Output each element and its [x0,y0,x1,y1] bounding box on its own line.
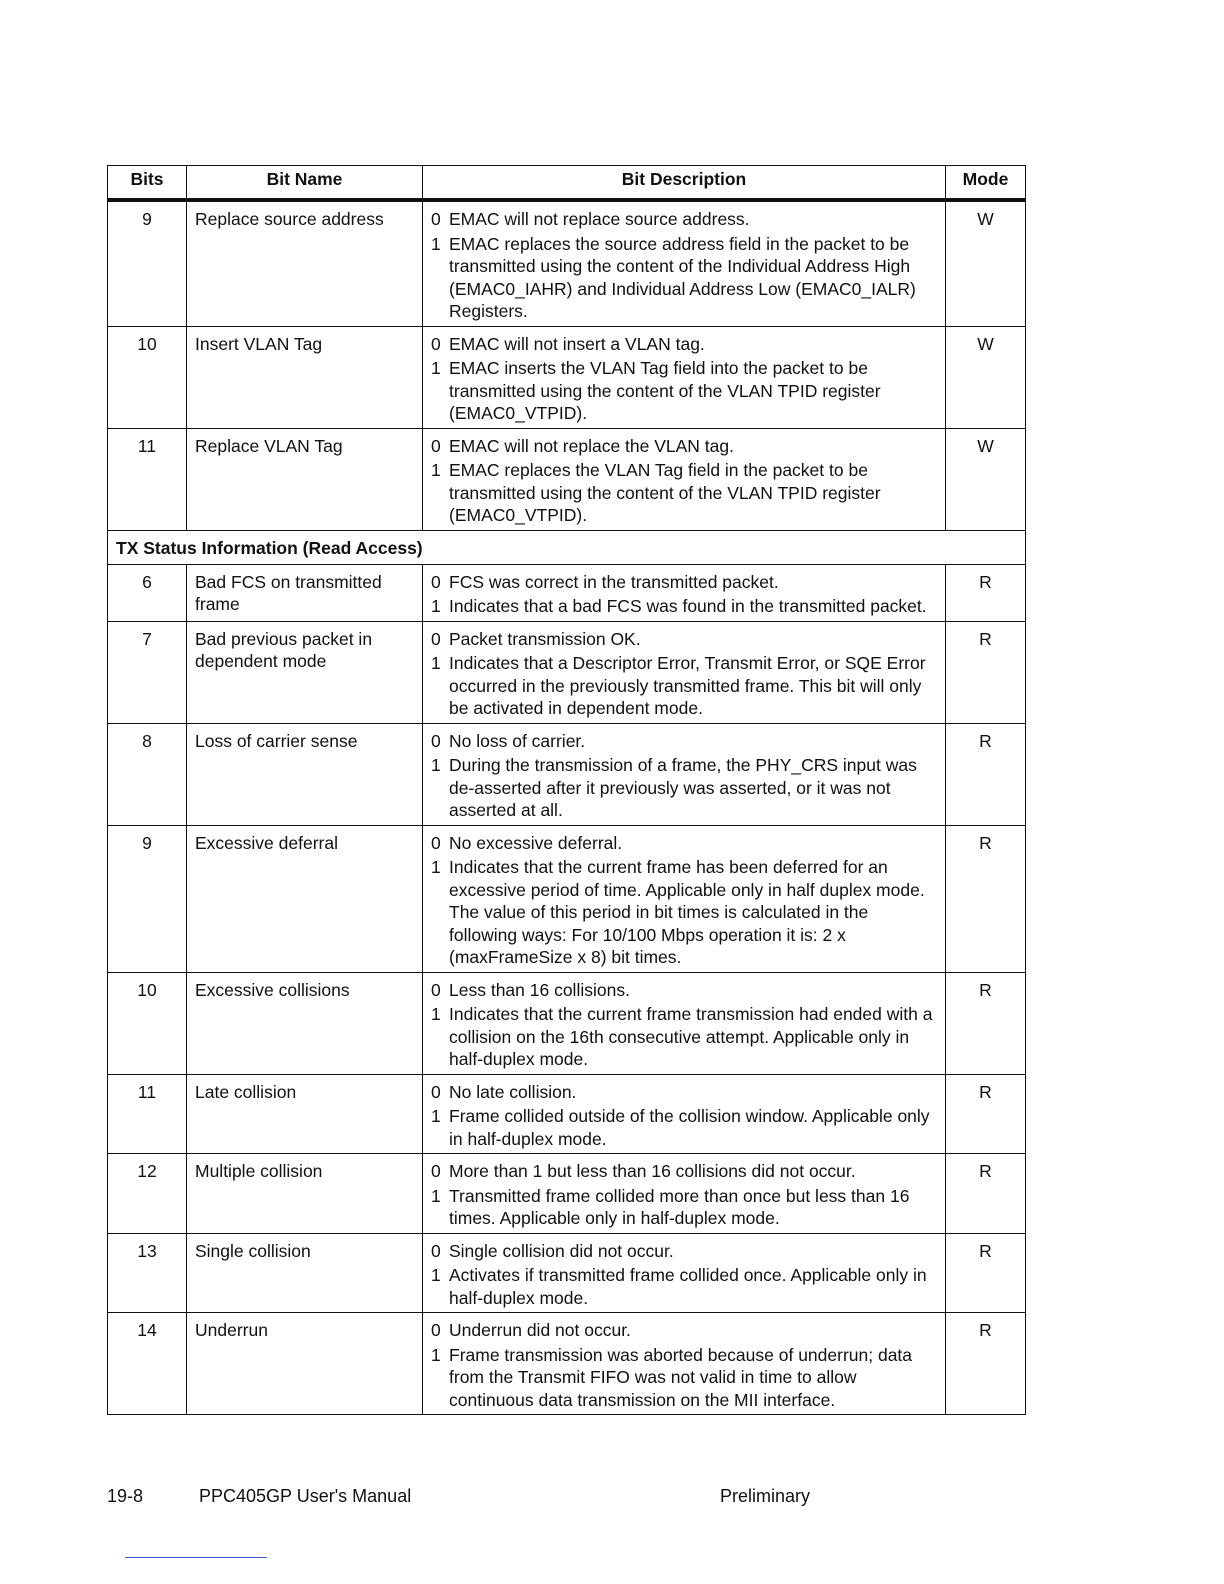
bit-name: Replace source address [187,200,423,326]
header-mode: Mode [946,166,1026,201]
description-item [431,357,937,425]
bit-name: Insert VLAN Tag [187,326,423,428]
bit-description [423,723,946,825]
value-code: 1 [431,596,441,616]
bit-name: Loss of carrier sense [187,723,423,825]
value-text: EMAC will not replace source address. [449,209,750,229]
value-text: Indicates that the current frame has been deferred for an excessive period of time. Applicable only in half duplex mode. The value of this period in bit times is calculated in the following ways: For 10/100 Mbps operation it is: 2 x (maxFrameSize x 8) bit times. [449,857,925,967]
table-body [108,200,1026,1415]
value-code: 0 [431,1320,441,1340]
bit-number: 14 [108,1313,187,1415]
value-text: Activates if transmitted frame collided once. Applicable only in half-duplex mode. [449,1265,927,1308]
bit-name: Single collision [187,1233,423,1313]
value-code: 0 [431,1161,441,1181]
footer-manual-title: PPC405GP User's Manual [199,1486,412,1506]
value-text: EMAC replaces the VLAN Tag field in the packet to be transmitted using the content of the VLAN TPID register (EMAC0_VTPID). [449,460,881,525]
description-item [431,1185,937,1230]
table-row [108,972,1026,1074]
table-row [108,1233,1026,1313]
description-item [431,1003,937,1071]
value-code: 1 [431,460,441,480]
value-text: Indicates that the current frame transmission had ended with a collision on the 16th consecutive attempt. Applicable only in half-duplex mode. [449,1004,933,1069]
value-text: Indicates that a bad FCS was found in the transmitted packet. [449,596,927,616]
value-code: 1 [431,857,441,877]
value-code: 0 [431,1081,441,1102]
table-row [108,825,1026,972]
footer-status: Preliminary [720,1486,811,1506]
bit-mode: W [946,200,1026,326]
bit-number: 6 [108,564,187,621]
bit-mode: R [946,1154,1026,1234]
value-text: Indicates that a Descriptor Error, Transmit Error, or SQE Error occurred in the previously transmitted frame. This bit will only be activated in dependent mode. [449,653,926,718]
table-row [108,1154,1026,1234]
description-item [431,1160,937,1183]
value-code: 1 [431,1265,441,1285]
value-code: 1 [431,1344,441,1365]
description-item [431,856,937,969]
bit-mode: R [946,621,1026,723]
bit-description [423,1233,946,1313]
description-item [431,832,937,855]
description-item [431,233,937,323]
value-text: No excessive deferral. [449,832,623,853]
register-bit-table [107,165,1026,1415]
bit-description [423,972,946,1074]
description-item [431,333,937,356]
bit-number: 7 [108,621,187,723]
value-code: 0 [431,209,441,229]
bit-name: Multiple collision [187,1154,423,1234]
bit-number: 12 [108,1154,187,1234]
description-item [431,754,937,822]
description-item [431,730,937,753]
value-text: More than 1 but less than 16 collisions did not occur. [449,1161,856,1181]
description-item [431,435,937,458]
bit-name: Underrun [187,1313,423,1415]
value-code: 1 [431,1106,441,1126]
bit-description [423,326,946,428]
value-text: Underrun did not occur. [449,1320,631,1340]
bit-name: Bad previous packet in dependent mode [187,621,423,723]
value-text: Frame transmission was aborted because of underrun; data from the Transmit FIFO was not valid in time to allow continuous data transmission on the MII interface. [449,1344,913,1410]
bit-name: Excessive deferral [187,825,423,972]
bit-description [423,621,946,723]
description-item [431,1081,937,1104]
value-text: No loss of carrier. [449,730,586,751]
header-bit-name: Bit Name [187,166,423,201]
bit-number: 8 [108,723,187,825]
bit-number: 13 [108,1233,187,1313]
table-row [108,1313,1026,1415]
bit-name: Bad FCS on transmitted frame [187,564,423,621]
value-code: 1 [431,1185,441,1206]
value-code: 0 [431,435,441,456]
bit-number: 9 [108,825,187,972]
table-row [108,564,1026,621]
table-row [108,326,1026,428]
description-item [431,979,937,1002]
value-text: Transmitted frame collided more than once but less than 16 times. Applicable only in half-duplex mode. [449,1185,910,1228]
value-code: 0 [431,832,441,853]
bit-mode: R [946,1233,1026,1313]
value-code: 0 [431,979,441,1000]
description-item [431,1319,937,1342]
value-code: 0 [431,1240,441,1261]
value-text: During the transmission of a frame, the PHY_CRS input was de-asserted after it previously was asserted, or it was not asserted at all. [449,755,917,820]
value-code: 1 [431,653,441,673]
value-code: 1 [431,233,441,254]
bit-description [423,428,946,530]
bit-description [423,200,946,326]
bit-name: Replace VLAN Tag [187,428,423,530]
bit-number: 11 [108,1074,187,1154]
bit-mode: R [946,723,1026,825]
bit-mode: W [946,326,1026,428]
bit-description [423,1154,946,1234]
value-text: Single collision did not occur. [449,1240,674,1261]
description-item [431,1264,937,1309]
bit-number: 10 [108,326,187,428]
bit-mode: R [946,1074,1026,1154]
table-row [108,621,1026,723]
description-item [431,1240,937,1263]
bit-number: 11 [108,428,187,530]
value-code: 1 [431,358,441,378]
table-row [108,200,1026,326]
bit-mode: W [946,428,1026,530]
description-item [431,595,937,618]
value-text: Less than 16 collisions. [449,979,630,1000]
value-text: Frame collided outside of the collision window. Applicable only in half-duplex mode. [449,1106,930,1149]
description-item [431,1344,937,1412]
value-text: EMAC replaces the source address field in the packet to be transmitted using the content of the Individual Address High (EMAC0_IAHR) and Individual Address Low (EMAC0_IALR) Registers. [449,233,916,321]
bit-mode: R [946,564,1026,621]
header-bits: Bits [108,166,187,201]
bit-description [423,1313,946,1415]
value-text: EMAC inserts the VLAN Tag field into the packet to be transmitted using the content of the VLAN TPID register (EMAC0_VTPID). [449,358,881,423]
value-code: 0 [431,571,441,592]
value-code: 1 [431,755,441,775]
description-item [431,628,937,651]
bit-number: 9 [108,200,187,326]
value-text: No late collision. [449,1081,577,1102]
bit-name: Excessive collisions [187,972,423,1074]
description-item [431,459,937,527]
table-row [108,1074,1026,1154]
value-text: FCS was correct in the transmitted packet. [449,571,779,592]
value-code: 1 [431,1004,441,1024]
description-item [431,1105,937,1150]
bit-number: 10 [108,972,187,1074]
value-code: 0 [431,333,441,354]
bit-mode: R [946,825,1026,972]
description-item [431,571,937,594]
header-bit-description: Bit Description [423,166,946,201]
description-item [431,208,937,231]
value-text: Packet transmission OK. [449,628,641,649]
bit-name: Late collision [187,1074,423,1154]
table-row [108,428,1026,530]
footer-rule [125,1557,267,1558]
value-code: 0 [431,628,441,649]
section-row [108,530,1026,564]
bit-mode: R [946,1313,1026,1415]
description-item [431,652,937,720]
section-title: TX Status Information (Read Access) [108,530,1026,564]
value-code: 0 [431,730,441,751]
bit-mode: R [946,972,1026,1074]
footer-page-number: 19-8 [107,1486,144,1506]
table-header-row [108,166,1026,201]
bit-description [423,564,946,621]
table-row [108,723,1026,825]
value-text: EMAC will not replace the VLAN tag. [449,435,734,456]
bit-description [423,825,946,972]
value-text: EMAC will not insert a VLAN tag. [449,333,705,354]
bit-description [423,1074,946,1154]
